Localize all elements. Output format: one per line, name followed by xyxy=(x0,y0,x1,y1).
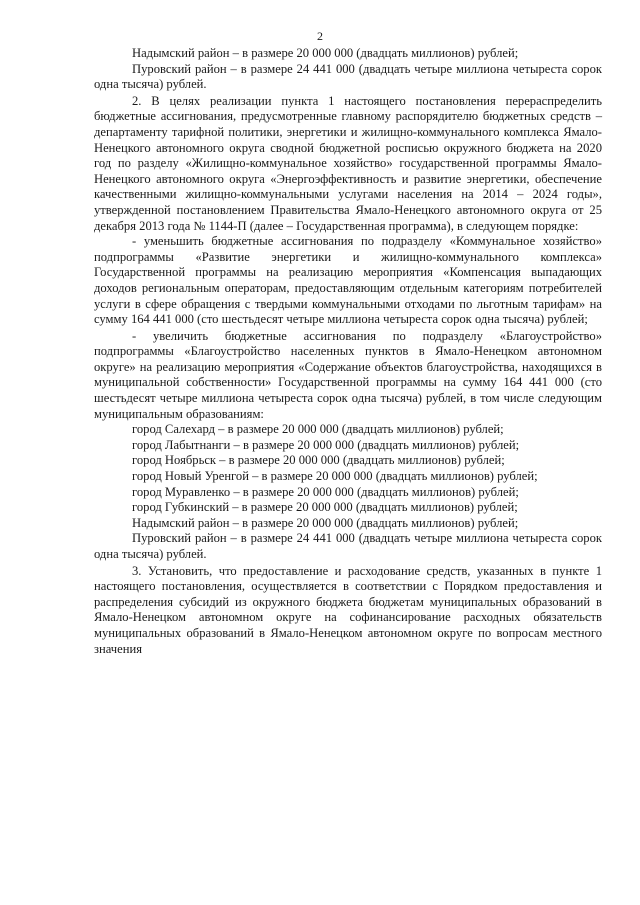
paragraph-novy-urengoy: город Новый Уренгой – в размере 20 000 000 (двадцать миллионов) рублей; xyxy=(132,469,538,484)
paragraph-labytnangi: город Лабытнанги – в размере 20 000 000 (двадцать миллионов) рублей; xyxy=(132,437,520,452)
paragraph-noyabrsk: город Ноябрьск – в размере 20 000 000 (двадцать миллионов) рублей; xyxy=(132,453,505,468)
paragraph-salekhard: город Салехард – в размере 20 000 000 (двадцать миллионов) рублей; xyxy=(132,422,504,437)
page-number: 2 xyxy=(317,29,323,43)
paragraph-gubkinsky: город Губкинский – в размере 20 000 000 (двадцать миллионов) рублей; xyxy=(132,500,518,515)
paragraph-increase: - увеличить бюджетные ассигнования по подразделу «Благоустройство» подпрограммы «Благоустройство населенных пунктов в Ямало-Ненецком автономном округе» на реализацию мероприятия «Содержание объектов благоустройства, находящихся в муниципальной собственности» Государственной программы на сумму 164 441 000 (сто шестьдесят четыре миллиона четыреста сорок одна тысяча) рублей, в том числе следующим муниципальным образованиям: xyxy=(94,328,602,421)
paragraph-nadym-2: Надымский район – в размере 20 000 000 (двадцать миллионов) рублей; xyxy=(132,515,519,530)
paragraph-nadym-1: Надымский район – в размере 20 000 000 (двадцать миллионов) рублей; xyxy=(132,46,519,60)
paragraph-purovsky-2: Пуровский район – в размере 24 441 000 (двадцать четыре миллиона четыреста сорок одна тысяча) рублей. xyxy=(94,531,602,561)
paragraph-purovsky-1: Пуровский район – в размере 24 441 000 (двадцать четыре миллиона четыреста сорок одна тысяча) рублей. xyxy=(94,61,602,92)
paragraph-clause-2: 2. В целях реализации пункта 1 настоящего постановления перераспределить бюджетные ассигнования, предусмотренные главному распорядителю бюджетных средств – департаменту тарифной политики, энергетики и жилищно-коммунального комплекса Ямало-Ненецкого автономного округа сводной бюджетной росписью окружного бюджета на 2020 год по разделу «Жилищно-коммунальное хозяйство» государственной программы Ямало-Ненецкого автономного округа «Энергоэффективность и развитие энергетики, обеспечение качественными жилищно-коммунальными услугами населения на 2014 – 2024 годы», утвержденной постановлением Правительства Ямало-Ненецкого автономного округа от 25 декабря 2013 года № 1144-П (далее – Государственная программа), в следующем порядке: xyxy=(94,93,602,233)
paragraph-muravlenko: город Муравленко – в размере 20 000 000 (двадцать миллионов) рублей; xyxy=(132,484,519,499)
paragraph-clause-3: 3. Установить, что предоставление и расходование средств, указанных в пункте 1 настоящего постановления, осуществляется в соответствии с Порядком предоставления и распределения субсидий из окружного бюджета бюджетам муниципальных образований в Ямало-Ненецком автономном округе на софинансирование расходных обязательств муниципальных образований в Ямало-Ненецком автономном округе по вопросам местного значения xyxy=(94,563,602,656)
document-body xyxy=(94,46,602,657)
paragraph-decrease: - уменьшить бюджетные ассигнования по подразделу «Коммунальное хозяйство» подпрограммы «Развитие энергетики и жилищно-коммунального комплекса» Государственной программы на реализацию мероприятия «Компенсация выпадающих доходов региональным операторам, предоставляющим отдельным категориям потребителей услуги в сфере обращения с твердыми коммунальными отходами по льготным тарифам» на сумму 164 441 000 (сто шестьдесят четыре миллиона четыреста сорок одна тысяча) рублей; xyxy=(94,234,602,327)
